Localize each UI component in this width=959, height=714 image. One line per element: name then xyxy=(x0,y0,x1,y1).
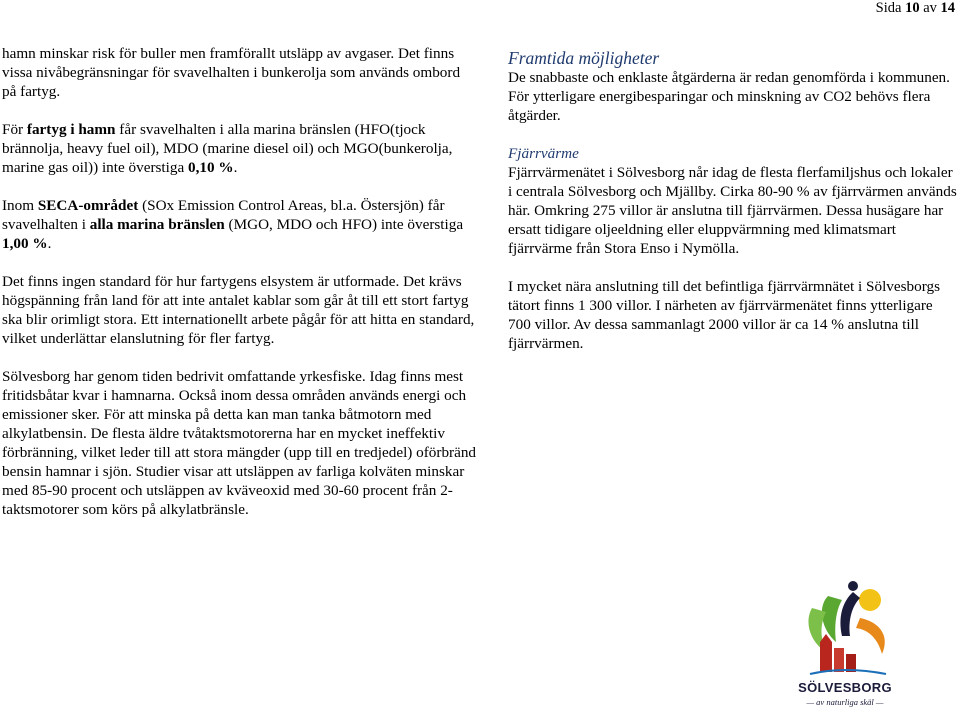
left-column xyxy=(2,44,477,519)
paragraph-seca-area: Inom SECA-området (SOx Emission Control Areas, bl.a. Östersjön) får svavelhalten i alla marina bränslen (MGO, MDO och HFO) inte överstiga 1,00 %. xyxy=(2,197,464,252)
wave-right-icon xyxy=(856,618,885,654)
right-column xyxy=(508,48,958,353)
paragraph-fishing-alkylate: Sölvesborg har genom tiden bedrivit omfattande yrkesfiske. Idag finns mest fritidsbåtar kvar i hamnarna. Också inom dessa områden används energi och emissioner sker. För att minska på detta kan man tanka båtmotorn med alkylatbensin. De flesta äldre tvåtaktsmotorerna har en mycket ineffektiv förbränning, vilket leder till att stora mängder (upp till en tredjedel) oförbränd bensin hamnar i sjön. Studier visar att utsläppen av farliga kolväten minskar med 85-90 procent och utsläppen av kväveoxid med 30-60 procent från 2-taktsmotorer som körs på alkylatbränsle. xyxy=(2,368,477,518)
paragraph-district-heating-network: Fjärrvärmenätet i Sölvesborg når idag de flesta flerfamiljshus och lokaler i centrala Sölvesborg och Mjällby. Cirka 80-90 % av fjärrvärmen används här. Omkring 275 villor är anslutna till fjärrvärmen. Dessa husägare har ersatt tidigare oljeeldning eller eluppvärmning med klimatsmart fjärrvärme från Stora Enso i Nymölla. xyxy=(508,164,957,257)
figure-head-icon xyxy=(848,581,858,591)
page-current: 10 xyxy=(905,0,920,16)
paragraph-shore-power-standard: Det finns ingen standard för hur fartygens elsystem är utformade. Det krävs högspänning från land för att inte antalet kablar som går åt till ett stort fartyg ska blir orimligt stora. Ett internationellt arbete pågår för att hitta en standard, vilket underlättar elanslutning för fler fartyg. xyxy=(2,273,475,347)
page-number xyxy=(876,0,955,16)
solvesborg-logo xyxy=(790,578,900,712)
paragraph-future-measures: De snabbaste och enklaste åtgärderna är redan genomförda i kommunen. För ytterligare energibesparingar och minskning av CO2 behövs flera åtgärder. xyxy=(508,69,950,124)
building-icon xyxy=(834,648,844,672)
paragraph-ships-in-harbor: För fartyg i hamn får svavelhalten i alla marina bränslen (HFO(tjock brännolja, heavy fuel oil), MDO (marine diesel oil) och MGO(bunkerolja, marine gas oil)) inte överstiga 0,10 %. xyxy=(2,121,453,176)
logo-tagline: — av naturliga skäl — xyxy=(806,697,884,707)
leaf-left-icon xyxy=(822,596,842,642)
page-separator: av xyxy=(923,0,937,16)
paragraph-harbor-emissions: hamn minskar risk för buller men framförallt utsläpp av avgaser. Det finns vissa nivåbegränsningar för svavelhalten i bunkerolja som används ombord på fartyg. xyxy=(2,45,461,100)
page-total: 14 xyxy=(940,0,955,16)
logo-name: SÖLVESBORG xyxy=(798,680,892,695)
section-heading-future: Framtida möjligheter xyxy=(508,48,660,68)
sun-icon xyxy=(859,589,881,611)
solvesborg-emblem-icon xyxy=(790,578,900,678)
figure-body-icon xyxy=(840,592,860,636)
subheading-district-heating: Fjärrvärme xyxy=(508,145,579,162)
page-prefix: Sida xyxy=(875,0,902,16)
paragraph-villa-connections: I mycket nära anslutning till det befintliga fjärrvärmnätet i Sölvesborgs tätort finns 1 300 villor. I närheten av fjärrvärmenätet finns ytterligare 700 villor. Av dessa sammanlagt 2000 villor är ca 14 % anslutna till fjärrvärmen. xyxy=(508,278,941,352)
church-icon xyxy=(820,634,832,672)
